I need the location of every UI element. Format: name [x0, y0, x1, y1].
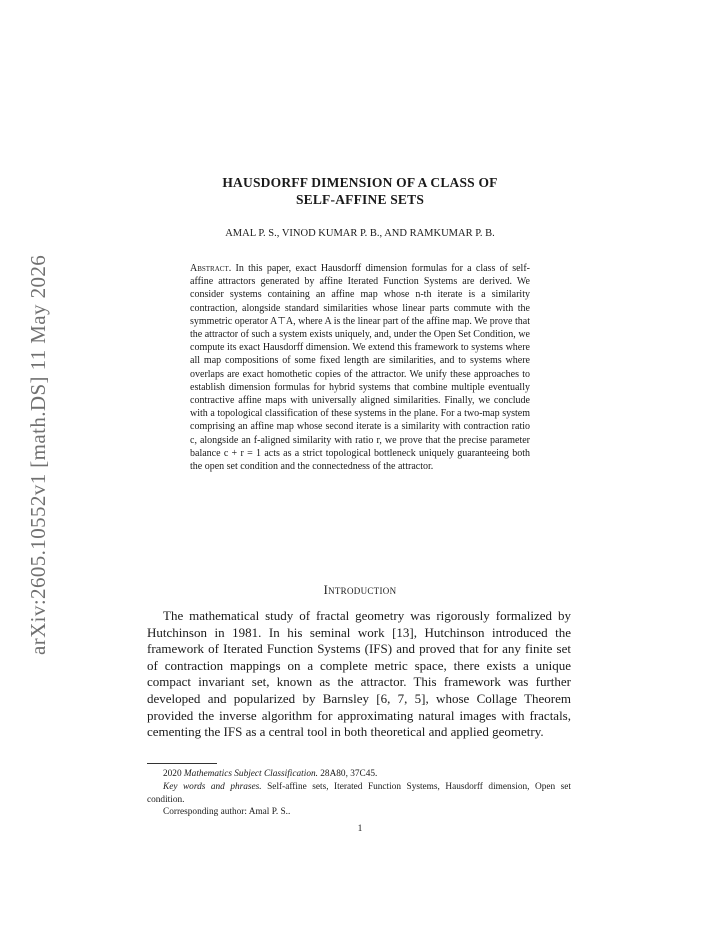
footnote-keywords — [147, 781, 571, 807]
section-heading-introduction: Introduction — [323, 583, 397, 597]
paper-title-line-1: HAUSDORFF DIMENSION OF A CLASS OF — [222, 175, 498, 190]
abstract-label: Abstract. — [190, 263, 232, 274]
footnotes — [147, 768, 571, 819]
footnote-rule — [147, 763, 217, 764]
arxiv-identifier-stamp: arXiv:2605.10552v1 [math.DS] 11 May 2026 — [26, 254, 50, 655]
page-number: 1 — [357, 824, 363, 834]
abstract-block — [190, 262, 530, 473]
footnote-msc-codes: 28A80, 37C45. — [320, 769, 378, 779]
footnote-keywords-label: Key words and phrases. — [163, 781, 262, 792]
footnote-msc-year: 2020 — [163, 769, 182, 779]
footnote-corresponding-author: Corresponding author: Amal P. S.. — [163, 807, 291, 818]
footnote-msc-label: Mathematics Subject Classification. — [183, 769, 318, 779]
footnote-msc — [147, 768, 571, 781]
paper-title — [0, 174, 720, 208]
author-list: AMAL P. S., VINOD KUMAR P. B., AND RAMKUMAR P. B. — [225, 228, 495, 239]
introduction-paragraph: The mathematical study of fractal geometry was rigorously formalized by Hutchinson in 1981. In his seminal work [13], Hutchinson introduced the framework of Iterated Function Systems (IFS) and proved that for any finite set of contraction mappings on a complete metric space, there exists a unique compact invariant set, known as the attractor. This framework was further developed and popularized by Barnsley [6, 7, 5], whose Collage Theorem provided the inverse algorithm for approximating natural images with fractals, cementing the IFS as a central tool in both theoretical and applied geometry. — [147, 608, 571, 740]
footnote-keywords-text: Self-affine sets, Iterated Function Systems, Hausdorff dimension, Open set condition. — [147, 781, 571, 805]
paper-title-line-2: SELF-AFFINE SETS — [295, 192, 425, 207]
abstract-text: In this paper, exact Hausdorff dimension formulas for a class of self-affine attractors generated by affine Iterated Function Systems are derived. We consider systems containing an affine map whose n-th iterate is a similarity contraction, alongside standard similarities whose linear parts commute with the symmetric operator A⊤A, where A is the linear part of the affine map. We prove that the attractor of such a system exists uniquely, and, under the Open Set Condition, we compute its exact Hausdorff dimension. We extend this framework to systems where all map compositions of some fixed length are similarities, and to systems where overlaps are exact homothetic copies of the attractor. We unify these approaches to establish dimension formulas for hybrid systems that combine multiple eventually contractive affine maps with universally aligned similarities. Finally, we conclude with a topological classification of these systems in the plane. For a two-map system comprising an affine map whose second iterate is a similarity with contraction ratio c, alongside an f-aligned similarity with ratio r, we prove that the precise parameter balance c + r = 1 acts as a strict topological bottleneck uniquely guaranteeing both the open set condition and the connectedness of the attractor. — [190, 263, 530, 473]
